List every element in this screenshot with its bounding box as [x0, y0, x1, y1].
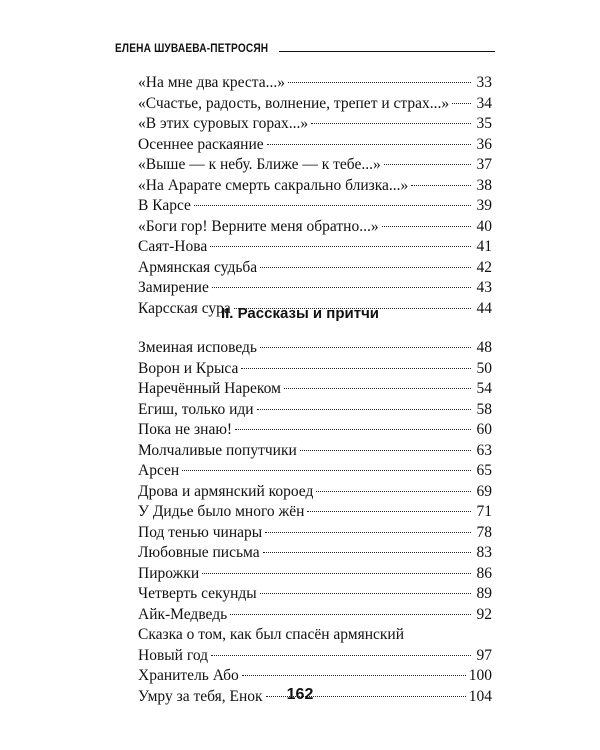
toc-entry-title: Змеиная исповедь: [138, 339, 258, 356]
toc-entry-page: 104: [468, 687, 492, 705]
toc-entry-page: 65: [476, 462, 492, 479]
toc-entry: [138, 155, 492, 176]
toc-dot-leader: [202, 573, 471, 574]
toc-entry-page: 86: [476, 564, 492, 582]
toc-entry-page: 36: [476, 135, 492, 153]
toc-entry-title: «На мне два креста...»: [138, 74, 285, 91]
toc-entry-page: 50: [476, 359, 492, 377]
toc-entry-page: 100: [468, 667, 492, 684]
toc-entry-title: «Счастье, радость, волнение, трепет и страх...»: [138, 94, 450, 112]
toc-dot-leader: [235, 429, 471, 430]
toc-entry: [138, 646, 492, 667]
toc-entry-page: 38: [476, 176, 492, 194]
toc-dot-leader: [263, 552, 471, 553]
toc-entry: [138, 420, 492, 441]
toc-entry: [138, 114, 492, 135]
toc-entry-page: 48: [476, 339, 492, 356]
toc-dot-leader: [300, 450, 471, 451]
toc-dot-leader: [411, 185, 471, 186]
toc-entry-title: Дрова и армянский короед: [138, 482, 314, 500]
toc-entry: [138, 523, 492, 544]
toc-entry-page: 83: [476, 544, 492, 561]
toc-entry-title: Четверть секунды: [138, 585, 257, 602]
toc-entry-title: Осеннее раскаяние: [138, 135, 264, 153]
toc-entry-title: Егиш, только иди: [138, 400, 254, 418]
toc-entry-page: 92: [476, 605, 492, 623]
toc-entry: [138, 564, 492, 585]
toc-dot-leader: [382, 226, 471, 227]
toc-entry-title: Карсская сура: [138, 299, 231, 317]
toc-entry: [138, 176, 492, 197]
toc-entry: [138, 73, 492, 94]
toc-entry: [138, 278, 492, 299]
toc-entry-page: 97: [476, 646, 492, 664]
toc-entry-page: 69: [476, 482, 492, 500]
toc-entry-title: Армянская судьба: [138, 258, 258, 276]
toc-entry: [138, 543, 492, 564]
toc-entry-title: Молчаливые попутчики: [138, 441, 297, 459]
toc-entry-title: Замирение: [138, 279, 209, 296]
running-head-rule: [279, 51, 495, 52]
toc-dot-leader: [288, 82, 471, 83]
toc-dot-leader: [182, 470, 471, 471]
toc-entry-page: 63: [476, 441, 492, 459]
toc-entry: [138, 441, 492, 462]
toc-entry: [138, 237, 492, 258]
toc-entry-page: 41: [476, 238, 492, 255]
toc-entry-title: «Боги гор! Верните меня обратно...»: [138, 217, 379, 235]
toc-dot-leader: [257, 409, 471, 410]
toc-entry-title: Хранитель Або: [138, 667, 239, 684]
toc-entry-page: 78: [476, 523, 492, 541]
toc-dot-leader: [260, 267, 471, 268]
toc-entry: [138, 461, 492, 482]
toc-entry: [138, 482, 492, 503]
toc-entry-page: 71: [476, 503, 492, 520]
toc-dot-leader: [242, 675, 466, 676]
toc-entry-title: Новый год: [138, 646, 209, 664]
toc-entry-title: У Дидье было много жён: [138, 503, 305, 520]
toc-entry: [138, 258, 492, 279]
toc-dot-leader: [452, 103, 471, 104]
toc-dot-leader: [210, 246, 471, 247]
toc-entry: [138, 605, 492, 626]
toc-entry: [138, 94, 492, 115]
toc-dot-leader: [384, 164, 471, 165]
toc-dot-leader: [311, 123, 471, 124]
toc-entry: [138, 196, 492, 217]
toc-entry: [138, 666, 492, 687]
toc-entry: [138, 379, 492, 400]
toc-entry-title: «На Арарате смерть сакрально близка...»: [138, 176, 409, 194]
toc-entry-page: 37: [476, 156, 492, 173]
toc-entry: [138, 400, 492, 421]
toc-dot-leader: [260, 593, 471, 594]
toc-entry-page: 54: [476, 380, 492, 397]
toc-dot-leader: [211, 655, 471, 656]
toc-entry-title: Наречённый Нареком: [138, 380, 281, 397]
running-head-author: ЕЛЕНА ШУВАЕВА-ПЕТРОСЯН: [115, 43, 269, 55]
toc-entry: [138, 338, 492, 359]
toc-entry-title: Умру за тебя, Енок: [138, 687, 263, 705]
running-head: [115, 43, 495, 55]
toc-entry-page: 43: [476, 279, 492, 296]
toc-entry-title: Айк-Медведь: [138, 605, 228, 623]
toc-entry: [138, 217, 492, 238]
toc-entry-title: Саят-Нова: [138, 238, 208, 255]
toc-entry-page: 42: [476, 258, 492, 276]
toc-entry-page: 58: [476, 400, 492, 418]
toc-dot-leader: [265, 532, 471, 533]
toc-dot-leader: [307, 511, 471, 512]
toc-entry-title: «Выше — к небу. Ближе — к тебе...»: [138, 156, 381, 173]
toc-dot-leader: [316, 491, 471, 492]
toc-dot-leader: [194, 205, 471, 206]
toc-dot-leader: [284, 388, 471, 389]
toc-dot-leader: [267, 144, 471, 145]
toc-part-1: [138, 73, 492, 319]
toc-entry-page: 40: [476, 217, 492, 235]
toc-entry-page: 34: [476, 94, 492, 112]
toc-entry-title: В Карсе: [138, 197, 191, 214]
toc-entry-title: Пирожки: [138, 564, 200, 582]
toc-entry: [138, 584, 492, 605]
toc-entry-title: Под тенью чинары: [138, 523, 263, 541]
toc-dot-leader: [260, 347, 471, 348]
toc-dot-leader: [230, 614, 471, 615]
toc-entry-page: 39: [476, 197, 492, 214]
toc-entry-title: Любовные письма: [138, 544, 260, 561]
section-heading: II. Рассказы и притчи: [220, 305, 380, 322]
page-number: 162: [286, 686, 314, 703]
toc-entry: [138, 502, 492, 523]
toc-dot-leader: [212, 287, 471, 288]
toc-entry-title: Ворон и Крыса: [138, 359, 239, 377]
toc-entry-page: 89: [476, 585, 492, 602]
toc-entry-page: 60: [476, 421, 492, 438]
toc-entry-title: «В этих суровых горах...»: [138, 115, 309, 132]
toc-entry: [138, 135, 492, 156]
toc-part-2: [138, 338, 492, 707]
toc-entry: [138, 625, 492, 646]
toc-entry: [138, 359, 492, 380]
toc-entry-title: Арсен: [138, 462, 180, 479]
toc-entry-title: Пока не знаю!: [138, 421, 233, 438]
toc-dot-leader: [241, 368, 471, 369]
toc-entry-page: 33: [476, 74, 492, 91]
toc-entry-page: 35: [476, 115, 492, 132]
toc-entry-title: Сказка о том, как был спасён армянский: [138, 626, 404, 643]
toc-entry-page: 44: [476, 299, 492, 317]
